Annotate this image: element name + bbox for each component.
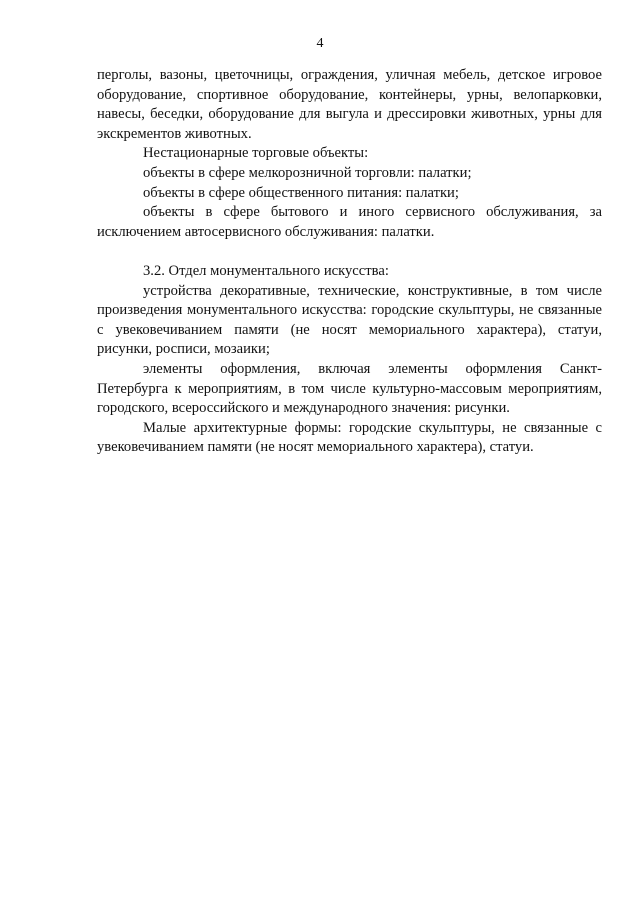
document-body [97, 66, 602, 458]
paragraph-service-objects: объекты в сфере бытового и иного сервисного обслуживания, за исключением автосервисного обслуживания: палатки. [97, 204, 602, 240]
paragraph-design-elements: элементы оформления, включая элементы оформления Санкт-Петербурга к мероприятиям, в том числе культурно-массовым мероприятиям, городского, всероссийского и международного значения: рисунки. [97, 360, 602, 417]
paragraph-non-stationary-objects: Нестационарные торговые объекты: [143, 145, 369, 162]
section-heading-monumental-art: 3.2. Отдел монументального искусства: [143, 262, 389, 279]
paragraph-retail-objects: объекты в сфере мелкорозничной торговли: палатки; [143, 164, 472, 181]
page-number: 4 [316, 36, 324, 51]
paragraph-street-furniture: перголы, вазоны, цветочницы, ограждения, уличная мебель, детское игровое оборудование, спортивное оборудование, контейнеры, урны, велопарковки, навесы, беседки, оборудование для выгула и дрессировки животных, урны для экскрементов животных. [97, 67, 602, 142]
paragraph-decorative-devices: устройства декоративные, технические, конструктивные, в том числе произведения монументального искусства: городские скульптуры, не связанные с увековечиванием памяти (не носят мемориального характера), статуи, рисунки, росписи, мозаики; [97, 282, 602, 358]
paragraph-small-architectural-forms: Малые архитектурные формы: городские скульптуры, не связанные с увековечиванием памяти (не носят мемориального характера), статуи. [97, 419, 602, 456]
paragraph-catering-objects: объекты в сфере общественного питания: палатки; [143, 184, 459, 201]
